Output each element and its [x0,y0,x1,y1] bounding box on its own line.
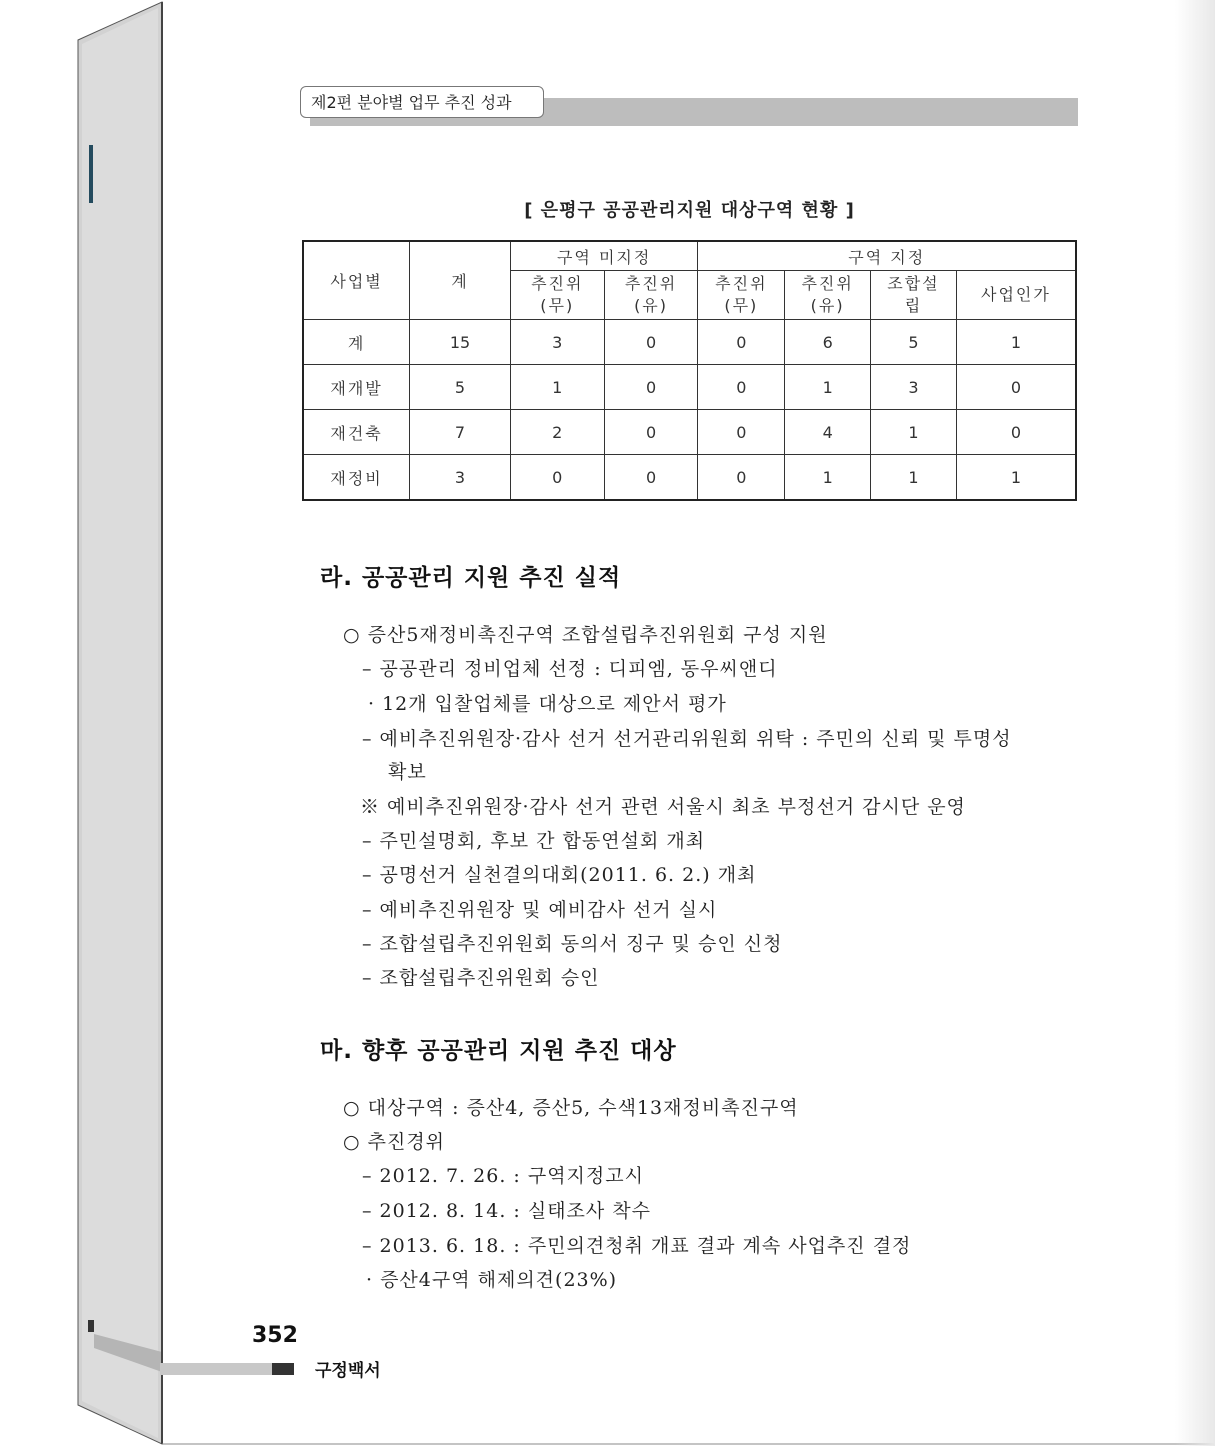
row-label: 재정비 [303,455,410,501]
body-line: – 예비추진위원장·감사 선거 선거관리위원회 위탁 : 주민의 신뢰 및 투명성 [362,728,1012,750]
table-cell: 7 [410,410,511,455]
body-line: · 증산4구역 해제의견(23%) [366,1269,618,1291]
table-cell: 3 [871,365,957,410]
body-line: – 조합설립추진위원회 동의서 징구 및 승인 신청 [362,933,783,955]
body-line: ○ 추진경위 [343,1131,446,1153]
header-col: 추진위 (유) [604,271,698,320]
footer-bar [160,1363,272,1375]
body-line: – 2012. 8. 14. : 실태조사 착수 [362,1200,652,1222]
header-business-type: 사업별 [303,241,410,320]
body-line: – 2013. 6. 18. : 주민의견청취 개표 결과 계속 사업추진 결정 [362,1235,912,1257]
chapter-label: 제2편 분야별 업무 추진 성과 [300,86,544,118]
table-cell: 0 [604,365,698,410]
table-cell: 0 [956,410,1076,455]
table-cell: 15 [410,320,511,365]
row-label: 계 [303,320,410,365]
page-number: 352 [252,1323,298,1348]
table-cell: 5 [410,365,511,410]
table-title: [ 은평구 공공관리지원 대상구역 현황 ] [524,200,855,221]
page-edge-shadow [1175,0,1215,1446]
table-cell: 0 [604,455,698,501]
book-title: 구정백서 [315,1361,381,1381]
table-cell: 2 [510,410,604,455]
section-heading-ma: 마. 향후 공공관리 지원 추진 대상 [320,1038,677,1064]
status-table [302,240,1077,501]
table-cell: 0 [956,365,1076,410]
table-cell: 1 [785,455,871,501]
table-cell: 0 [698,320,785,365]
table-cell: 4 [785,410,871,455]
header-col: 사업인가 [956,271,1076,320]
table-cell: 3 [510,320,604,365]
body-line: – 예비추진위원장 및 예비감사 선거 실시 [362,899,718,921]
table-cell: 5 [871,320,957,365]
header-total: 계 [410,241,511,320]
body-line: ○ 대상구역 : 증산4, 증산5, 수색13재정비촉진구역 [343,1097,799,1119]
section-heading-ra: 라. 공공관리 지원 추진 실적 [320,565,622,591]
table-cell: 0 [698,455,785,501]
row-label: 재개발 [303,365,410,410]
table-cell: 1 [871,455,957,501]
body-line: – 공명선거 실천결의대회(2011. 6. 2.) 개최 [362,864,757,886]
table-cell: 1 [956,320,1076,365]
body-line: – 2012. 7. 26. : 구역지정고시 [362,1165,644,1187]
header-col: 추진위 (유) [785,271,871,320]
table-cell: 0 [698,410,785,455]
body-line: ○ 증산5재정비촉진구역 조합설립추진위원회 구성 지원 [343,624,828,646]
table-row [303,410,1076,455]
header-col: 추진위 (무) [698,271,785,320]
header-col: 조합설 립 [871,271,957,320]
table-cell: 3 [410,455,511,501]
header-group-designated: 구역 지정 [698,241,1076,271]
body-line: – 주민설명회, 후보 간 합동연설회 개최 [362,830,706,852]
header-group-undesignated: 구역 미지정 [510,241,698,271]
table-cell: 1 [871,410,957,455]
table-cell: 1 [785,365,871,410]
table-cell: 6 [785,320,871,365]
body-line: ※ 예비추진위원장·감사 선거 관련 서울시 최초 부정선거 감시단 운영 [360,796,966,818]
table-cell: 0 [510,455,604,501]
table-row [303,365,1076,410]
body-line: – 공공관리 정비업체 선정 : 디피엠, 동우씨앤디 [362,658,778,680]
row-label: 재건축 [303,410,410,455]
table-cell: 0 [604,320,698,365]
table-cell: 0 [604,410,698,455]
table-cell: 0 [698,365,785,410]
body-line: – 조합설립추진위원회 승인 [362,967,600,989]
body-line: · 12개 입찰업체를 대상으로 제안서 평가 [368,693,727,715]
header-col: 추진위 (무) [510,271,604,320]
table-cell: 1 [956,455,1076,501]
table-row [303,320,1076,365]
table-cell: 1 [510,365,604,410]
footer-block [272,1363,294,1375]
body-line: 확보 [388,761,427,783]
table-row [303,455,1076,501]
